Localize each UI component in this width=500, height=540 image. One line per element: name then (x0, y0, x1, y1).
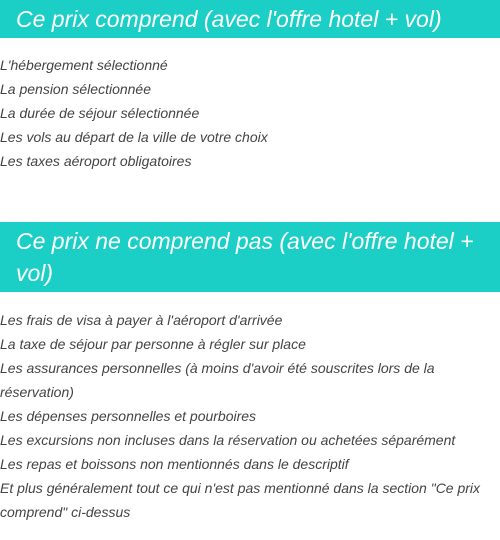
list-item: La durée de séjour sélectionnée (0, 105, 200, 121)
list-item: Les repas et boissons non mentionnés dans le descriptif (0, 456, 349, 472)
list-item: Les vols au départ de la ville de votre choix (0, 129, 268, 145)
included-list (0, 53, 500, 173)
list-item: Les dépenses personnelles et pourboires (0, 408, 257, 424)
list-item: Les taxes aéroport obligatoires (0, 153, 192, 169)
list-item: La pension sélectionnée (0, 81, 152, 97)
list-item: Les frais de visa à payer à l'aéroport d'arrivée (0, 312, 283, 328)
list-item: Et plus généralement tout ce qui n'est pas mentionné dans la section "Ce prix comprend" ci-dessus (0, 480, 481, 520)
list-item: L'hébergement sélectionné (0, 57, 168, 73)
list-item: Les excursions non incluses dans la réservation ou achetées séparément (0, 432, 456, 448)
excluded-list (0, 308, 500, 524)
list-item: Les assurances personnelles (à moins d'avoir été souscrites lors de la réservation) (0, 360, 435, 400)
included-section-title: Ce prix comprend (avec l'offre hotel + vol) (0, 0, 500, 38)
excluded-section-title: Ce prix ne comprend pas (avec l'offre hotel + vol) (0, 222, 500, 292)
list-item: La taxe de séjour par personne à régler sur place (0, 336, 306, 352)
